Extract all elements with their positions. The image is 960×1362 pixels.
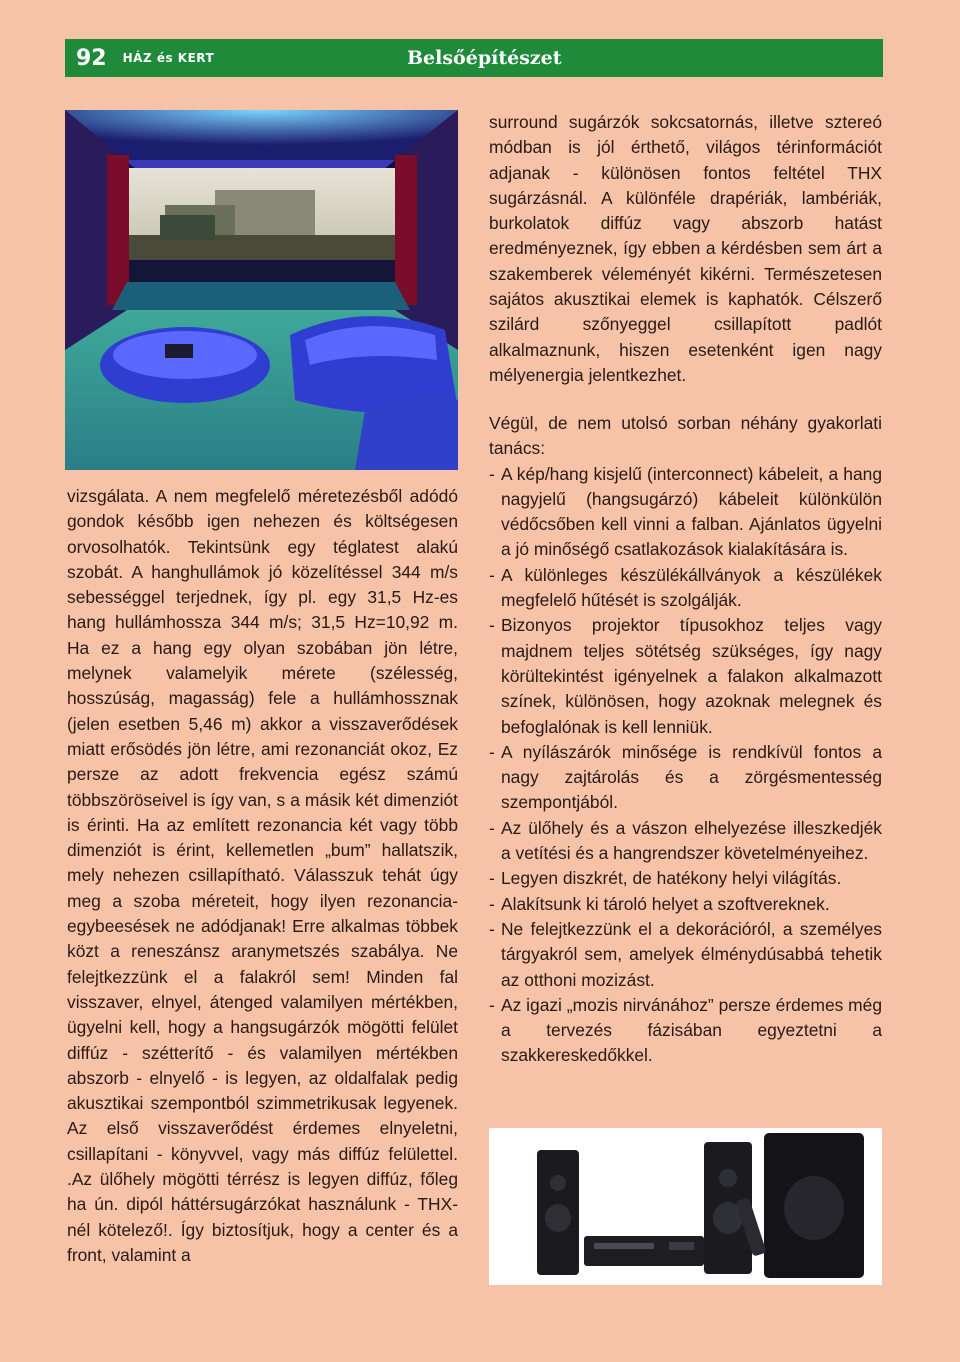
- magazine-name: HÁZ és KERT: [122, 51, 215, 65]
- list-item: - Az igazi „mozis nirvánához” persze érdemes még a tervezés fázisában egyeztetni a szakkereskedőkkel.: [489, 993, 882, 1069]
- audio-system-illustration: [489, 1128, 882, 1285]
- list-item: - Az ülőhely és a vászon elhelyezése illeszkedjék a vetítési és a hangrendszer követelményeihez.: [489, 816, 882, 867]
- page-header: [65, 39, 883, 77]
- audio-system-photo: [489, 1128, 882, 1285]
- list-item: - A nyílászárók minősége is rendkívül fontos a nagy zajtárolás és a zörgésmentesség szempontjából.: [489, 740, 882, 816]
- home-theater-photo: [65, 110, 458, 470]
- list-item: - Ne felejtkezzünk el a dekorációról, a személyes tárgyakról sem, amelyek élménydúsabbá tehetik az otthoni mozizást.: [489, 917, 882, 993]
- list-item: - A kép/hang kisjelű (interconnect) kábeleit, a hang nagyjelű (hangsugárzó) kábeleit különkülön védőcsőben kell vinni a falban. Ajánlatos ügyelni a jó minőségő csatlakozások kialakítására is.: [489, 462, 882, 563]
- tips-list: [489, 462, 882, 1069]
- article-text-left: [67, 484, 458, 1268]
- page-number: 92: [76, 45, 107, 71]
- list-item: - A különleges készülékállványok a készülékek megfelelő hűtését is szolgálják.: [489, 563, 882, 614]
- paragraph: surround sugárzók sokcsatornás, illetve sztereó módban is jól érthető, világos térinformációt adjanak - különösen fontos feltétel THX sugárzásnál. A különféle drapériák, lambériák, burkolatok diffúz vagy abszorb hatást eredményeznek, így ebben a kérdésben sem árt a szakemberek véleményét kikérni. Természetesen sajátos akusztikai elemek is kaphatók. Célszerő szilárd szőnyeggel csillapított padlót alkalmaznunk, hiszen esetenként igen nagy mélyenergia jelentkezhet.: [489, 112, 882, 385]
- article-text-right-top: [489, 110, 882, 388]
- list-item: - Legyen diszkrét, de hatékony helyi világítás.: [489, 866, 882, 891]
- tips-section: [489, 411, 882, 1069]
- tips-intro: Végül, de nem utolsó sorban néhány gyakorlati tanács:: [489, 413, 882, 459]
- section-title: Belsőépítészet: [407, 47, 562, 69]
- home-theater-illustration: [65, 110, 458, 470]
- paragraph: vizsgálata. A nem megfelelő méretezésből adódó gondok később igen nehezen és költségesen orvosolhatók. Tekintsünk egy téglatest alakú szobát. A hanghullámok jó közelítéssel 344 m/s sebességgel terjednek, így pl. egy 31,5 Hz-es hang hullámhossza 344 m/s; 31,5 Hz=10,92 m. Ha ez a hang egy olyan szobában jön létre, melynek valamelyik mérete (szélesség, hosszúság, magasság) fele a hullámhossznak (jelen esetben 5,46 m) akkor a visszaverődések miatt erősödés jön létre, ami rezonanciát okoz, Ez persze az adott frekvencia egész számú többszöröseivel is így van, s a másik két dimenziót is érinti. Ha az említett rezonancia két vagy több dimenziót is érint, kellemetlen „bum” hallatszik, mely nehezen csillapítható. Válasszuk tehát úgy meg a szoba méreteit, hogy ilyen rezonancia-egybeesések ne adódjanak! Erre alkalmas többek közt a reneszánsz aranymetszés szabálya. Ne felejtkezzünk el a falakról sem! Minden fal visszaver, elnyel, átenged valamilyen mértékben, ügyelni kell, hogy a hangsugárzók mögötti felület diffúz - szétterítő - és valamilyen mértékben abszorb - elnyelő - is legyen, az oldalfalak pedig akusztikai szempontból szimmetrikusak legyenek. Az első visszaverődést érdemes elnyeletni, csillapítani - könyvvel, vagy más diffúz felülettel. .Az ülőhely mögötti térrész is legyen diffúz, főleg ha ún. dipól háttérsugárzókat használunk - THX-nél kötelező!. Így biztosítjuk, hogy a center és a front, valamint a: [67, 486, 458, 1265]
- list-item: - Bizonyos projektor típusokhoz teljes vagy majdnem teljes sötétség szükséges, így nagy körültekintést igényelnek a falakon alkalmazott színek, különösen, hogy azoknak melegnek és befoglalónak is kell lenniük.: [489, 613, 882, 739]
- list-item: - Alakítsunk ki tároló helyet a szoftvereknek.: [489, 892, 882, 917]
